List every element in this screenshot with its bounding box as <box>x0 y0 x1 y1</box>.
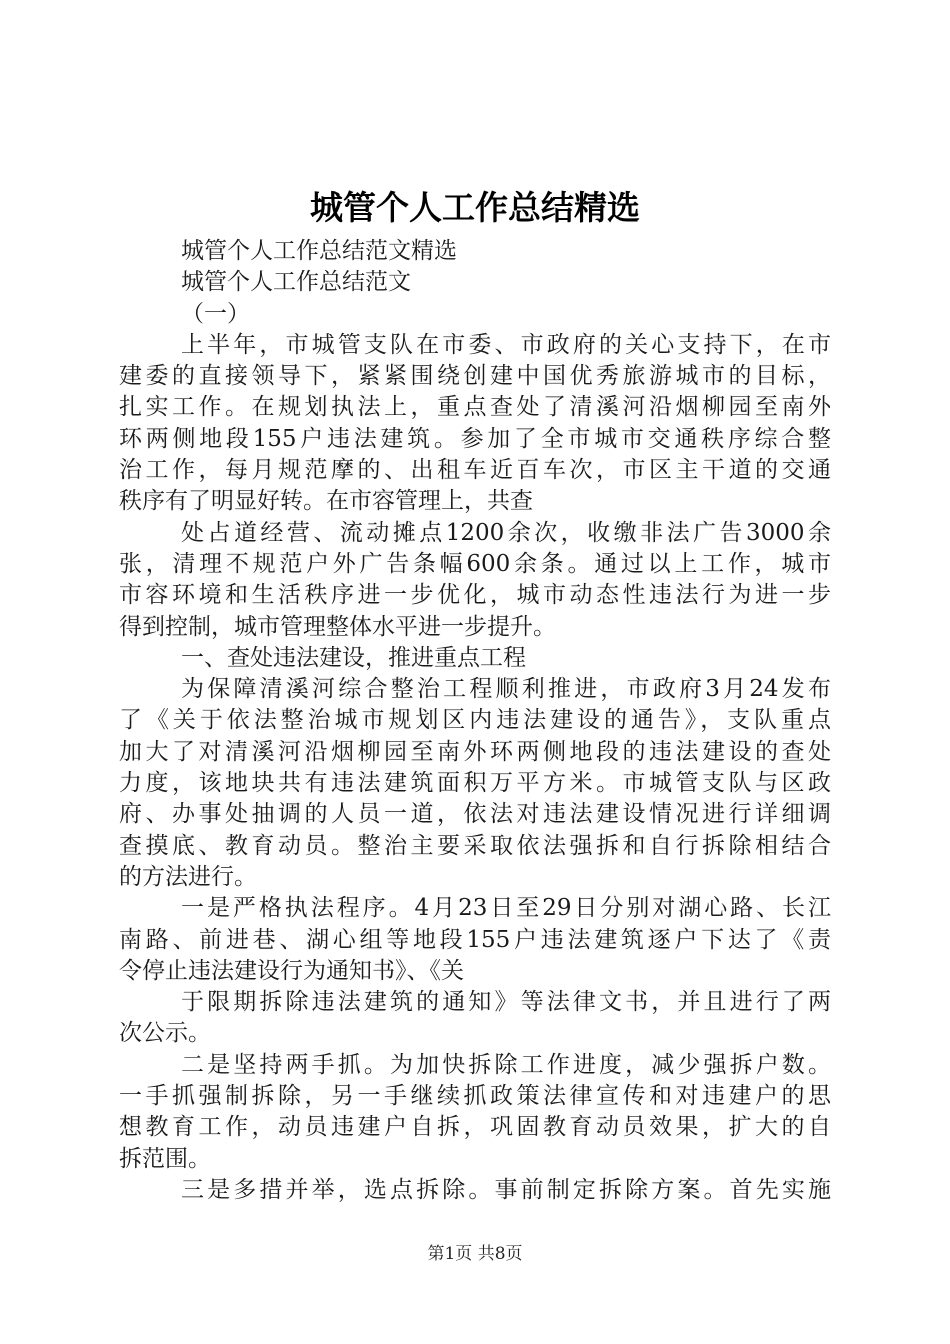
body-line: 查摸底、教育动员。整治主要采取依法强拆和自行拆除相结合 <box>119 832 831 859</box>
body-line: 市容环境和生活秩序进一步优化，城市动态性违法行为进一步 <box>119 582 831 609</box>
body-line: 城管个人工作总结范文 <box>181 269 411 296</box>
body-line: 次公示。 <box>119 1020 211 1047</box>
body-line: 秩序有了明显好转。在市容管理上，共查 <box>119 488 533 515</box>
body-line: （一） <box>181 300 250 327</box>
body-line: 想教育工作，动员违建户自拆，巩固教育动员效果，扩大的自 <box>119 1114 831 1141</box>
body-line: 南路、前进巷、湖心组等地段155户违法建筑逐户下达了《责 <box>119 926 831 953</box>
body-line: 令停止违法建设行为通知书》、《关 <box>119 957 464 984</box>
body-line: 一、查处违法建设，推进重点工程 <box>181 644 526 671</box>
body-line: 建委的直接领导下，紧紧围绕创建中国优秀旅游城市的目标， <box>119 363 831 390</box>
body-line: 处占道经营、流动摊点1200余次，收缴非法广告3000余 <box>181 519 831 546</box>
body-line: 一是严格执法程序。4月23日至29日分别对湖心路、长江 <box>181 895 831 922</box>
page-footer: 第1页 共8页 <box>427 1244 523 1264</box>
body-line: 拆范围。 <box>119 1145 211 1172</box>
body-line: 为保障清溪河综合整治工程顺利推进，市政府3月24发布 <box>181 676 831 703</box>
body-line: 力度，该地块共有违法建筑面积万平方米。市城管支队与区政 <box>119 770 831 797</box>
body-line: 的方法进行。 <box>119 863 257 890</box>
body-line: 城管个人工作总结范文精选 <box>181 238 457 264</box>
body-line: 扎实工作。在规划执法上，重点查处了清溪河沿烟柳园至南外 <box>119 394 831 421</box>
body-line: 府、办事处抽调的人员一道，依法对违法建设情况进行详细调 <box>119 801 831 828</box>
body-line: 加大了对清溪河沿烟柳园至南外环两侧地段的违法建设的查处 <box>119 738 831 765</box>
body-line: 得到控制，城市管理整体水平进一步提升。 <box>119 613 556 640</box>
body-line: 治工作，每月规范摩的、出租车近百车次，市区主干道的交通 <box>119 457 831 484</box>
body-line: 张，清理不规范户外广告条幅600余条。通过以上工作，城市 <box>119 550 831 577</box>
body-line: 了《关于依法整治城市规划区内违法建设的通告》，支队重点 <box>119 707 831 734</box>
document-body <box>119 236 831 1206</box>
document-title: 城管个人工作总结精选 <box>310 188 640 227</box>
body-line: 于限期拆除违法建筑的通知》等法律文书，并且进行了两 <box>181 989 831 1016</box>
body-line: 环两侧地段155户违法建筑。参加了全市城市交通秩序综合整 <box>119 425 831 452</box>
body-line: 上半年，市城管支队在市委、市政府的关心支持下，在市 <box>181 331 831 358</box>
body-line: 一手抓强制拆除，另一手继续抓政策法律宣传和对违建户的思 <box>119 1083 831 1110</box>
body-line: 三是多措并举，选点拆除。事前制定拆除方案。首先实施 <box>181 1176 831 1203</box>
body-line: 二是坚持两手抓。为加快拆除工作进度，减少强拆户数。 <box>181 1051 831 1078</box>
